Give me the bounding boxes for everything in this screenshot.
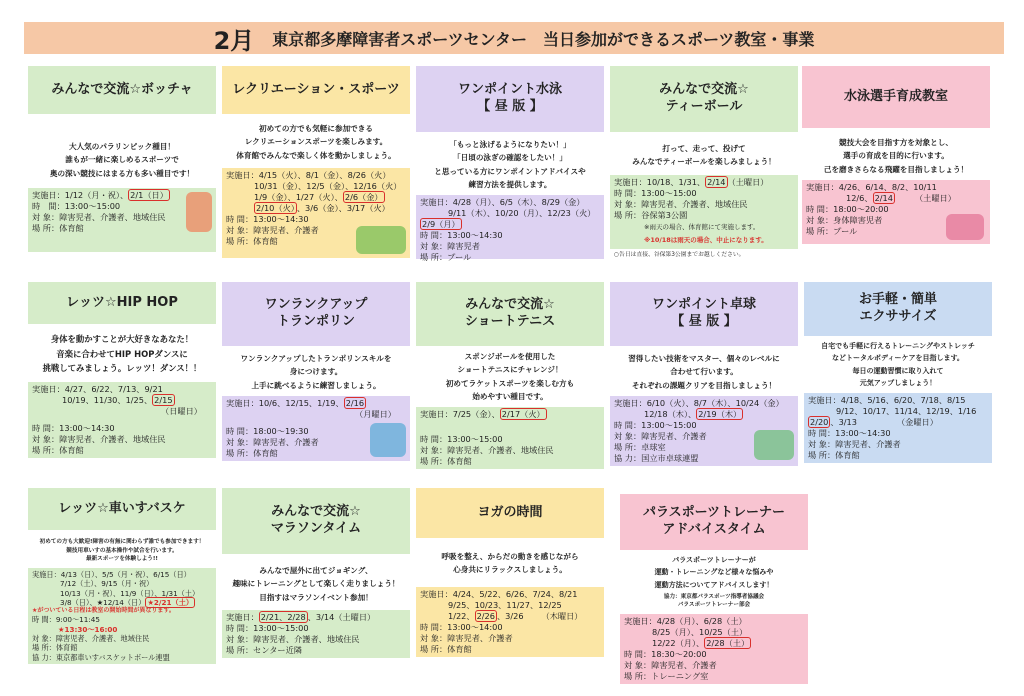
- swimmer-illustration: [946, 214, 984, 240]
- card-yoga: [416, 488, 604, 694]
- card-boccia: [28, 66, 216, 276]
- card-title: ワンポイント卓球 【 昼 版 】: [610, 282, 798, 346]
- card-description: 身体を動かすことが大好きなあなた！ 音楽に合わせてHIP HOPダンスに 挑戦してみましょう。レッツ！ダンス！！: [42, 334, 202, 374]
- card-title: パラスポーツトレーナー アドバイスタイム: [620, 494, 808, 550]
- card-marathon: [222, 488, 410, 694]
- card-info: 実施日：10/18、1/31、 2/14 （土曜日） 時 間：13:00〜15:00 対 象：障害児者、介護者、地域住民 場 所：谷保第3公園 ※雨天の場合、体育館にて実施します。 ※10/18は雨天の場合、中止になります。: [610, 175, 798, 249]
- card-trainer: [620, 494, 808, 694]
- month-label: 2月: [213, 26, 255, 55]
- card-description: 習得したい技術をマスター、個々のレベルに 合わせて行います。 それぞれの課題クリアを目指しましょう！: [628, 354, 780, 390]
- card-swim-athlete: [802, 66, 990, 276]
- card-description: 打って、走って、投げて みんなでティーボールを楽しみましょう！: [632, 144, 776, 167]
- card-info: 実施日：10/6、12/15、1/19、 2/16 （月曜日） 時 間：18:00〜19:30 対 象：障害児者、介護者 場 所：体育館: [222, 396, 410, 461]
- card-info: 実施日：4/28（月）、6/5（木）、8/29（金） 9/11（木）、10/20（月）、12/23（火） 2/9（月） 時 間：13:00〜14:30 対 象：障害児者 場 所：プール: [416, 195, 604, 259]
- page-title: 東京都多摩障害者スポーツセンター 当日参加ができるスポーツ教室・事業: [272, 29, 815, 49]
- card-wheelchair-basketball: [28, 488, 216, 694]
- card-title: レクリエーション・スポーツ: [222, 66, 410, 114]
- card-title: レッツ☆HIP HOP: [28, 282, 216, 324]
- card-exercise: [804, 282, 992, 482]
- card-title: みんなで交流☆ ショートテニス: [416, 282, 604, 346]
- card-description: みんなで屋外に出てジョギング、 趣味にトレーニングとして楽しく走りましょう！ 目指すはマラソンイベント参加！: [232, 566, 400, 602]
- card-description: 初めての方も大歓迎!障害の有無に関わらず誰でも参加できます！ 競技用車いすの基本操作や試合を行います。 最新スポーツを体験しよう!!: [39, 539, 205, 563]
- card-trampoline: [222, 282, 410, 482]
- card-info: 実施日：4/24、5/22、6/26、7/24、8/21 9/25、10/23、11/27、12/25 1/22、 2/26 、3/26 （木曜日） 時 間：13:00〜14:00 対 象：障害児者、介護者 場 所：体育館: [416, 587, 604, 657]
- card-info: 実施日：4/18、5/16、6/20、7/18、8/15 9/12、10/17、11/14、12/19、1/16 2/20 、3/13 （金曜日） 時 間：13:00〜14:30 対 象：障害児者、介護者 場 所：体育館: [804, 393, 992, 463]
- card-title: みんなで交流☆ マラソンタイム: [222, 488, 410, 554]
- card-info: 実施日：7/25（金）、 2/17（火） 時 間：13:00〜15:00 対 象：障害児者、介護者、地域住民 場 所：体育館: [416, 407, 604, 469]
- group-illustration: [356, 226, 406, 254]
- card-info: 実施日：4/26、6/14、8/2、10/11 12/6、 2/14 （土曜日） 時 間：18:00〜20:00 対 象：身体障害児者 場 所：プール: [802, 180, 990, 244]
- card-info: 実施日：6/10（火）、8/7（木）、10/24（金） 12/18（木）、 2/19（木） 時 間：13:00〜15:00 対 象：障害児者、介護者 場 所：卓球室 協 力：国立市卓球連盟: [610, 396, 798, 466]
- card-title: ヨガの時間: [416, 488, 604, 538]
- card-teeball: [610, 66, 798, 276]
- card-info: 実施日：4/13（日）、5/5（月・祝）、6/15（日） 7/12（土）、9/15（月・祝） 10/13（月・祝）、11/9（日）、1/31（土） 3/8（日）、★12/14（日） ★2/21（土） ★がついている日程は教室の開始時間が異なります。 時 間：9:00〜11:45 ★13:30〜16:00 対 象：障害児者、介護者、地域住民 場 所：体育館 協 力：東京都車いすバスケットボール連盟: [28, 568, 216, 664]
- card-info: 実施日：4/15（火）、8/1（金）、8/26（火） 10/31（金）、12/5（金）、12/16（火） 1/9（金）、1/27（火）、 2/6（金） 2/10（火） 、3/6（金）、3/17（火） 時 間：13:00〜14:30 対 象：障害児者、介護者 場 所：体育館: [222, 168, 410, 258]
- card-description: 呼吸を整え、からだの動きを感じながら 心身共にリラックスしましょう。: [441, 552, 579, 575]
- card-title: お手軽・簡単 エクササイズ: [804, 282, 992, 336]
- card-description: 「もっと泳げるようになりたい！」 「日頃の泳ぎの確認をしたい！」 と思っている方にワンポイントアドバイスや 練習方法を提供します。: [434, 140, 586, 189]
- page-header: [24, 22, 1004, 54]
- card-description: パラスポーツトレーナーが 運動・トレーニングなど様々な悩みや 運動方法についてアドバイスします！: [654, 556, 774, 589]
- card-shorttennis: [416, 282, 604, 482]
- card-hiphop: [28, 282, 216, 482]
- card-description: 大人気のパラリンピック種目！ 誰もが一緒に楽しめるスポーツで 奥の深い競技にはまる方も多い種目です！: [49, 142, 195, 178]
- boccia-player-illustration: [186, 192, 212, 232]
- card-title: みんなで交流☆ ティーボール: [610, 66, 798, 132]
- card-description: スポンジボールを使用した ショートテニスにチャレンジ！ 初めてラケットスポーツを楽しむ方も 始めやすい種目です。: [445, 352, 575, 401]
- card-description: 自宅でも手軽に行えるトレーニングやストレッチ などトータルボディーケアを目指します。 毎日の運動習慣に取り入れて 元気アップしましょう！: [821, 342, 975, 387]
- card-info: 実施日：4/27、6/22、7/13、9/21 10/19、11/30、1/25、 2/15 （日曜日） 時 間：13:00〜14:30 対 象：障害児者、介護者、地域住民 場 所：体育館: [28, 382, 216, 458]
- card-title: みんなで交流☆ボッチャ: [28, 66, 216, 114]
- card-title: レッツ☆車いすバスケ: [28, 488, 216, 530]
- card-info: 実施日： 2/21、2/28 、3/14（土曜日） 時 間：13:00〜15:00 対 象：障害児者、介護者、地域住民 場 所：センター近隣: [222, 610, 410, 658]
- card-info: 実施日：4/28（月）、6/28（土） 8/25（月）、10/25（土） 12/22（月）、 2/28（土） 時 間：18:30〜20:00 対 象：障害児者、介護者 場 所：トレーニング室: [620, 614, 808, 684]
- cooperation-note: 協力：東京都パラスポーツ指導者協議会 パラスポーツトレーナー部会: [663, 593, 765, 609]
- card-tabletennis: [610, 282, 798, 482]
- card-description: 初めての方でも気軽に参加できる レクリエーションスポーツを楽しみます。 体育館でみんなで楽しく体を動かしましょう。: [236, 124, 396, 160]
- trampoline-illustration: [370, 423, 406, 457]
- card-description: 競技大会を目指す方を対象とし、 選手の育成を目的に行います。 己を磨きさらなる飛躍を目指しましょう！: [823, 138, 969, 174]
- card-recreation: [222, 66, 410, 276]
- footnote: ○告日は直接、谷保第3公園までお越しください。: [614, 252, 745, 258]
- card-swim-onepoint: [416, 66, 604, 276]
- card-title: ワンランクアップ トランポリン: [222, 282, 410, 346]
- table-tennis-illustration: [754, 430, 794, 460]
- card-description: ワンランクアップしたトランポリンスキルを 身につけます。 上手に跳べるように練習しましょう。: [240, 354, 392, 390]
- card-info: 実施日：1/12（月・祝）、 2/1（日） 時 間：13:00〜15:00 対 象：障害児者、介護者、地域住民 場 所：体育館: [28, 188, 216, 252]
- card-title: 水泳選手育成教室: [802, 66, 990, 128]
- card-title: ワンポイント水泳 【 昼 版 】: [416, 66, 604, 132]
